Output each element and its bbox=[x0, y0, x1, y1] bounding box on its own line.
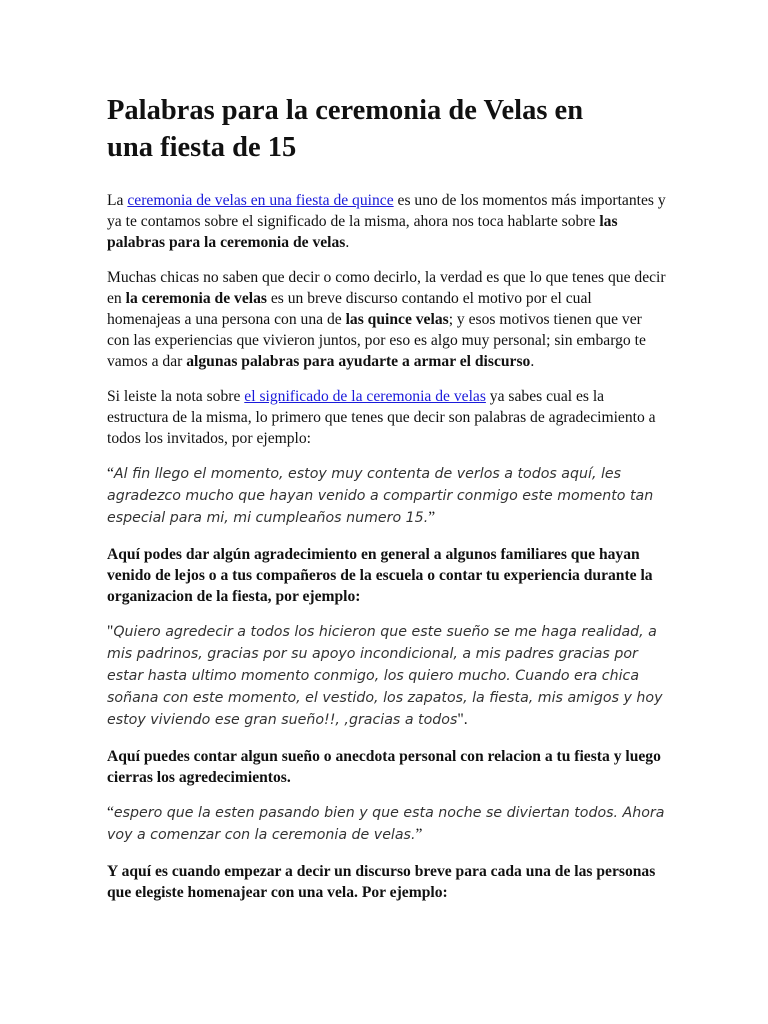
quote-example-1 bbox=[107, 463, 667, 529]
quote-example-3 bbox=[107, 802, 667, 846]
text-run: es uno de los momentos más importantes y ya te contamos sobre el significado de la misma, ahora nos toca hablarte sobre bbox=[107, 192, 666, 230]
text-run: . bbox=[530, 353, 535, 370]
text-run: Si leiste la nota sobre bbox=[107, 388, 245, 405]
text-run: La bbox=[107, 192, 128, 209]
quote-text: Al fin llego el momento, estoy muy contenta de verlos a todos aquí, les agradezco mucho que hayan venido a compartir conmigo este momento tan especial para mi, mi cumpleaños numero 15. bbox=[107, 466, 654, 526]
paragraph-candles: Y aquí es cuando empezar a decir un discurso breve para cada una de las personas que elegiste homenajear con una vela. Por ejemplo: bbox=[107, 863, 656, 901]
title-line-2: una fiesta de 15 bbox=[107, 132, 297, 163]
paragraph-explanation bbox=[107, 267, 667, 372]
text-run: Muchas chicas no saben que decir o como decirlo, la verdad es que lo que tenes que decir en bbox=[107, 269, 666, 307]
text-run: es un breve discurso contando el motivo por el cual homenajeas a una persona con una de bbox=[107, 290, 592, 328]
paragraph-dream: Aquí puedes contar algun sueño o anecdota personal con relacion a tu fiesta y luego cierras los agredecimientos. bbox=[107, 748, 661, 786]
bold-run: algunas palabras para ayudarte a armar el discurso bbox=[186, 353, 531, 370]
quote-mark: “ bbox=[107, 465, 114, 482]
paragraph-intro bbox=[107, 190, 667, 253]
link-significado-ceremonia[interactable]: el significado de la ceremonia de velas bbox=[244, 388, 486, 405]
bold-run: las palabras para la ceremonia de velas bbox=[107, 213, 618, 251]
quote-text: Quiero agredecir a todos los hicieron que este sueño se me haga realidad, a mis padrinos, gracias por su apoyo incondicional, a mis padres gracias por estar hasta ultimo momento conmigo, los quiero mucho. Cuando era chica soñana con este momento, el vestido, los zapatos, la fiesta, mis amigos y hoy estoy viviendo ese gran sueño!!, ,gracias a todos bbox=[107, 624, 663, 728]
quote-text: espero que la esten pasando bien y que esta noche se diviertan todos. Ahora voy a comenzar con la ceremonia de velas. bbox=[107, 805, 665, 843]
article-title bbox=[107, 92, 667, 166]
article bbox=[107, 92, 667, 917]
title-line-1: Palabras para la ceremonia de Velas en bbox=[107, 95, 584, 126]
text-run: . bbox=[345, 234, 350, 251]
quote-mark: ". bbox=[457, 711, 468, 728]
bold-run: las quince velas bbox=[345, 311, 449, 328]
text-run: ya sabes cual es la estructura de la misma, lo primero que tenes que decir son palabras de agradecimiento a todos los invitados, por ejemplo: bbox=[107, 388, 656, 447]
text-run: ; y esos motivos tienen que ver con las experiencias que vivieron juntos, por eso es algo muy personal; sin embargo te vamos a dar bbox=[107, 311, 646, 370]
paragraph-structure bbox=[107, 386, 667, 449]
quote-mark: " bbox=[107, 623, 114, 640]
quote-mark: “ bbox=[107, 804, 114, 821]
quote-mark: ” bbox=[415, 826, 423, 843]
quote-mark: ” bbox=[428, 509, 436, 526]
link-ceremonia-de-velas[interactable]: ceremonia de velas en una fiesta de quince bbox=[127, 192, 394, 209]
quote-example-2 bbox=[107, 621, 667, 731]
bold-run: la ceremonia de velas bbox=[125, 290, 267, 307]
paragraph-thanks: Aquí podes dar algún agradecimiento en general a algunos familiares que hayan venido de lejos o a tus compañeros de la escuela o contar tu experiencia durante la organizacion de la fiesta, por ejemplo: bbox=[107, 546, 653, 605]
